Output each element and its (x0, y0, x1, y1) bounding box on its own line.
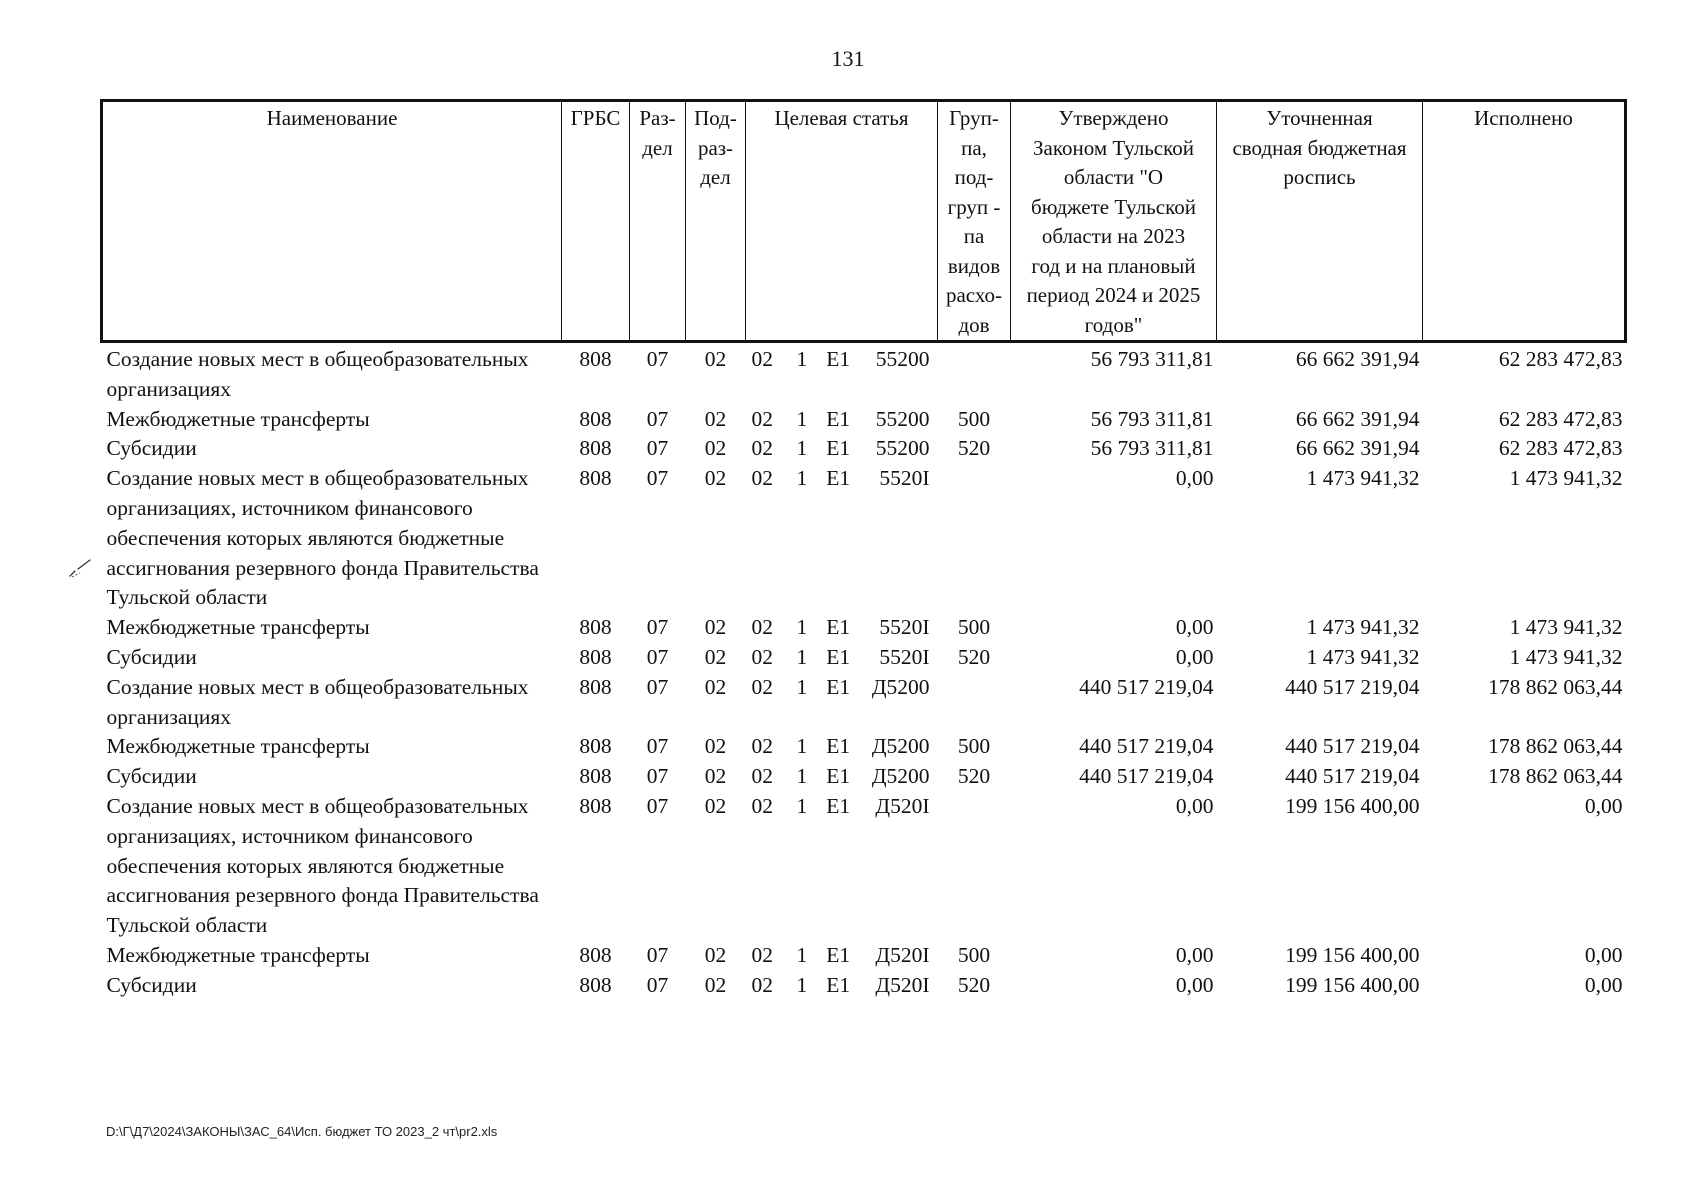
row-razdel: 07 (646, 644, 669, 669)
row-approved: 0,00 (1175, 942, 1214, 967)
row-gruppa: 520 (957, 644, 991, 669)
table-body (102, 342, 1626, 1001)
celevaya-part-cs-b: 1 (796, 674, 808, 699)
row-podrazdel: 02 (704, 466, 727, 491)
table-header (102, 101, 1626, 342)
row-grbs: 808 (579, 406, 612, 431)
row-utochnennaya: 199 156 400,00 (1285, 942, 1420, 967)
row-gruppa: 520 (957, 764, 991, 789)
celevaya-part-cs-d: 55200 (875, 436, 930, 461)
header-podrazdel: Под- раз- дел (686, 101, 746, 342)
celevaya-part-cs-a: 02 (751, 615, 773, 640)
celevaya-part-cs-b: 1 (796, 406, 808, 431)
table-row (102, 971, 1626, 1001)
table-row (102, 673, 1626, 733)
row-grbs: 808 (579, 793, 612, 818)
row-utochnennaya: 1 473 941,32 (1306, 615, 1420, 640)
row-celevaya-statya (746, 941, 938, 971)
header-grbs: ГРБС (562, 101, 630, 342)
celevaya-part-cs-c: E1 (826, 734, 851, 759)
row-grbs: 808 (579, 644, 612, 669)
celevaya-part-cs-b: 1 (796, 793, 808, 818)
celevaya-part-cs-a: 02 (751, 674, 773, 699)
row-name: Субсидии (106, 644, 197, 669)
row-utochnennaya: 199 156 400,00 (1285, 793, 1420, 818)
row-grbs: 808 (579, 466, 612, 491)
row-gruppa (938, 342, 1011, 405)
header-utochnennaya: Уточненная сводная бюджетная роспись (1217, 101, 1423, 342)
row-grbs: 808 (579, 734, 612, 759)
budget-table-container (100, 99, 1624, 1001)
header-razdel: Раз- дел (630, 101, 686, 342)
celevaya-part-cs-a: 02 (751, 972, 773, 997)
celevaya-part-cs-b: 1 (796, 644, 808, 669)
row-name: Субсидии (106, 972, 197, 997)
celevaya-part-cs-b: 1 (796, 734, 808, 759)
table-row (102, 464, 1626, 613)
row-ispolneno: 178 862 063,44 (1488, 734, 1623, 759)
table-row (102, 342, 1626, 405)
table-row (102, 762, 1626, 792)
celevaya-part-cs-c: E1 (826, 942, 851, 967)
header-row (102, 101, 1626, 342)
celevaya-part-cs-a: 02 (751, 347, 773, 371)
row-podrazdel: 02 (704, 436, 727, 461)
row-razdel: 07 (646, 942, 669, 967)
row-name: Межбюджетные трансферты (106, 734, 370, 759)
row-name: Межбюджетные трансферты (106, 406, 370, 431)
celevaya-part-cs-a: 02 (751, 466, 773, 491)
celevaya-part-cs-d: 55200 (875, 406, 930, 431)
row-ispolneno: 0,00 (1584, 793, 1623, 818)
row-ispolneno: 0,00 (1584, 942, 1623, 967)
row-name: Создание новых мест в общеобразовательных организациях (106, 674, 529, 729)
celevaya-part-cs-b: 1 (796, 972, 808, 997)
row-gruppa: 500 (957, 734, 991, 759)
row-utochnennaya: 440 517 219,04 (1285, 674, 1420, 699)
row-approved: 440 517 219,04 (1079, 674, 1214, 699)
budget-table (100, 99, 1627, 1001)
celevaya-part-cs-c: E1 (826, 674, 851, 699)
row-razdel: 07 (646, 793, 669, 818)
row-approved: 56 793 311,81 (1090, 406, 1214, 431)
celevaya-part-cs-c: E1 (826, 466, 851, 491)
celevaya-part-cs-d: 5520I (879, 615, 930, 640)
row-ispolneno: 62 283 472,83 (1498, 347, 1623, 371)
handwritten-check-mark (68, 556, 96, 578)
row-celevaya-statya (746, 762, 938, 792)
table-row (102, 613, 1626, 643)
header-celevaya-statya: Целевая статья (746, 101, 938, 342)
row-razdel: 07 (646, 972, 669, 997)
row-podrazdel: 02 (704, 674, 727, 699)
row-podrazdel: 02 (704, 942, 727, 967)
row-approved: 56 793 311,81 (1090, 436, 1214, 461)
row-gruppa (938, 464, 1011, 613)
row-grbs: 808 (579, 972, 612, 997)
row-celevaya-statya (746, 673, 938, 733)
table-row (102, 792, 1626, 941)
celevaya-part-cs-a: 02 (751, 764, 773, 789)
celevaya-part-cs-a: 02 (751, 406, 773, 431)
row-name: Создание новых мест в общеобразовательных организациях, источником финансового обеспечения которых являются бюджетные ассигнования резервного фонда Правительства Тульской области (106, 466, 539, 610)
table-row (102, 434, 1626, 464)
row-approved: 440 517 219,04 (1079, 764, 1214, 789)
celevaya-part-cs-b: 1 (796, 615, 808, 640)
celevaya-part-cs-a: 02 (751, 793, 773, 818)
row-razdel: 07 (646, 764, 669, 789)
header-name: Наименование (102, 101, 562, 342)
row-podrazdel: 02 (704, 644, 727, 669)
celevaya-part-cs-c: E1 (826, 793, 851, 818)
celevaya-part-cs-d: Д5200 (871, 734, 930, 759)
row-ispolneno: 1 473 941,32 (1509, 615, 1623, 640)
row-ispolneno: 1 473 941,32 (1509, 466, 1623, 491)
row-razdel: 07 (646, 674, 669, 699)
row-ispolneno: 62 283 472,83 (1498, 436, 1623, 461)
celevaya-part-cs-c: E1 (826, 347, 851, 371)
celevaya-part-cs-c: E1 (826, 764, 851, 789)
celevaya-part-cs-b: 1 (796, 942, 808, 967)
row-utochnennaya: 199 156 400,00 (1285, 972, 1420, 997)
row-celevaya-statya (746, 971, 938, 1001)
row-celevaya-statya (746, 405, 938, 435)
table-row (102, 643, 1626, 673)
celevaya-part-cs-a: 02 (751, 942, 773, 967)
file-path-footer: D:\Г\Д7\2024\ЗАКОНЫ\ЗАС_64\Исп. бюджет ТО 2023_2 чт\pr2.xls (106, 1124, 498, 1139)
celevaya-part-cs-c: E1 (826, 436, 851, 461)
celevaya-part-cs-d: 5520I (879, 466, 930, 491)
row-utochnennaya: 440 517 219,04 (1285, 734, 1420, 759)
row-gruppa: 500 (957, 406, 991, 431)
row-celevaya-statya (746, 792, 938, 941)
row-utochnennaya: 66 662 391,94 (1295, 347, 1420, 371)
row-name: Создание новых мест в общеобразовательных организациях (106, 347, 529, 401)
row-name: Субсидии (106, 436, 197, 461)
celevaya-part-cs-c: E1 (826, 406, 851, 431)
row-ispolneno: 1 473 941,32 (1509, 644, 1623, 669)
celevaya-part-cs-a: 02 (751, 734, 773, 759)
row-grbs: 808 (579, 347, 612, 371)
row-razdel: 07 (646, 615, 669, 640)
celevaya-part-cs-a: 02 (751, 436, 773, 461)
row-gruppa (938, 673, 1011, 733)
row-ispolneno: 178 862 063,44 (1488, 674, 1623, 699)
celevaya-part-cs-d: Д5200 (871, 764, 930, 789)
row-podrazdel: 02 (704, 972, 727, 997)
row-celevaya-statya (746, 342, 938, 405)
row-approved: 56 793 311,81 (1090, 347, 1214, 371)
header-gruppa: Груп- па, под- груп - па видов расхо- дов (938, 101, 1011, 342)
celevaya-part-cs-b: 1 (796, 764, 808, 789)
header-ispolneno: Исполнено (1423, 101, 1626, 342)
row-ispolneno: 0,00 (1584, 972, 1623, 997)
celevaya-part-cs-c: E1 (826, 644, 851, 669)
table-row (102, 732, 1626, 762)
row-approved: 0,00 (1175, 793, 1214, 818)
row-utochnennaya: 66 662 391,94 (1295, 436, 1420, 461)
row-razdel: 07 (646, 436, 669, 461)
row-grbs: 808 (579, 942, 612, 967)
row-ispolneno: 178 862 063,44 (1488, 764, 1623, 789)
row-gruppa: 520 (957, 972, 991, 997)
row-razdel: 07 (646, 347, 669, 371)
row-celevaya-statya (746, 613, 938, 643)
row-gruppa: 520 (957, 436, 991, 461)
row-gruppa: 500 (957, 615, 991, 640)
celevaya-part-cs-b: 1 (796, 347, 808, 371)
row-name: Межбюджетные трансферты (106, 942, 370, 967)
celevaya-part-cs-d: 5520I (879, 644, 930, 669)
row-podrazdel: 02 (704, 347, 727, 371)
row-grbs: 808 (579, 764, 612, 789)
row-utochnennaya: 1 473 941,32 (1306, 466, 1420, 491)
row-ispolneno: 62 283 472,83 (1498, 406, 1623, 431)
row-utochnennaya: 66 662 391,94 (1295, 406, 1420, 431)
celevaya-part-cs-c: E1 (826, 615, 851, 640)
row-podrazdel: 02 (704, 615, 727, 640)
celevaya-part-cs-d: Д5200 (871, 674, 930, 699)
row-celevaya-statya (746, 434, 938, 464)
celevaya-part-cs-d: Д520I (875, 793, 930, 818)
row-celevaya-statya (746, 464, 938, 613)
row-utochnennaya: 440 517 219,04 (1285, 764, 1420, 789)
row-razdel: 07 (646, 734, 669, 759)
celevaya-part-cs-a: 02 (751, 644, 773, 669)
celevaya-part-cs-b: 1 (796, 436, 808, 461)
row-razdel: 07 (646, 406, 669, 431)
row-celevaya-statya (746, 732, 938, 762)
table-row (102, 941, 1626, 971)
celevaya-part-cs-b: 1 (796, 466, 808, 491)
row-gruppa: 500 (957, 942, 991, 967)
row-podrazdel: 02 (704, 764, 727, 789)
celevaya-part-cs-c: E1 (826, 972, 851, 997)
celevaya-part-cs-d: 55200 (875, 347, 930, 371)
row-approved: 0,00 (1175, 972, 1214, 997)
row-name: Межбюджетные трансферты (106, 615, 370, 640)
row-gruppa (938, 792, 1011, 941)
row-podrazdel: 02 (704, 734, 727, 759)
row-approved: 440 517 219,04 (1079, 734, 1214, 759)
row-utochnennaya: 1 473 941,32 (1306, 644, 1420, 669)
row-name: Субсидии (106, 764, 197, 789)
row-approved: 0,00 (1175, 466, 1214, 491)
row-podrazdel: 02 (704, 793, 727, 818)
row-grbs: 808 (579, 674, 612, 699)
row-celevaya-statya (746, 643, 938, 673)
row-grbs: 808 (579, 615, 612, 640)
row-razdel: 07 (646, 466, 669, 491)
page-number: 131 (831, 46, 865, 71)
celevaya-part-cs-d: Д520I (875, 972, 930, 997)
row-grbs: 808 (579, 436, 612, 461)
table-row (102, 405, 1626, 435)
row-name: Создание новых мест в общеобразовательных организациях, источником финансового обеспечения которых являются бюджетные ассигнования резервного фонда Правительства Тульской области (106, 793, 539, 938)
row-approved: 0,00 (1175, 644, 1214, 669)
row-podrazdel: 02 (704, 406, 727, 431)
header-approved: Утверждено Законом Тульской области "О бюджете Тульской области на 2023 год и на плановый период 2024 и 2025 годов" (1011, 101, 1217, 342)
celevaya-part-cs-d: Д520I (875, 942, 930, 967)
row-approved: 0,00 (1175, 615, 1214, 640)
